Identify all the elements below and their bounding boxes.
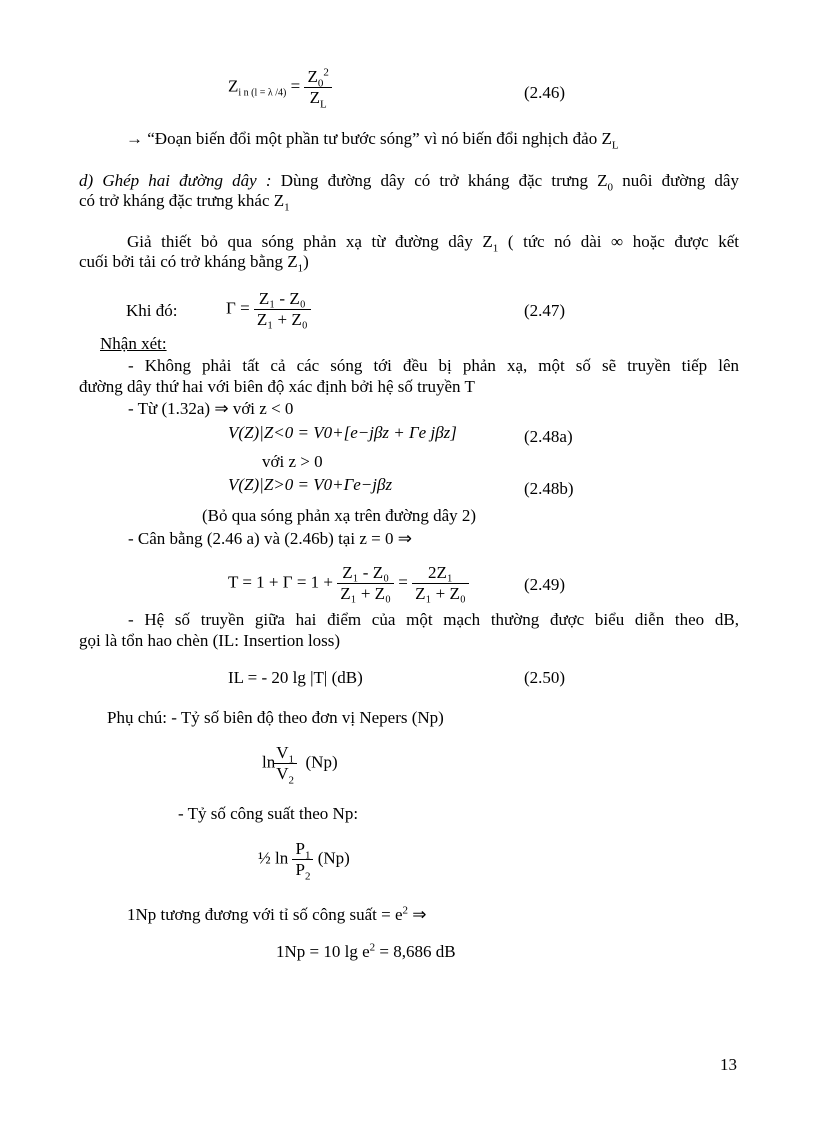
sub: 1 <box>297 262 304 275</box>
eq-sub: i n (l = λ /4) <box>238 87 287 99</box>
gain-line1: - Hệ số truyền giữa hai điểm của một mạch thường được biểu diễn theo dB, <box>128 610 739 629</box>
lhs: Γ = <box>226 298 250 318</box>
numerator: Z₁ - Z₀ <box>254 290 311 310</box>
np-value <box>276 943 456 960</box>
eq-sign: = <box>290 76 301 96</box>
ln: ln <box>262 752 276 772</box>
denominator: V <box>276 763 289 783</box>
section-d-line2 <box>79 191 290 214</box>
unit: (Np) <box>317 848 350 868</box>
denominator: Z₁ + Z₀ <box>256 309 308 329</box>
power-ratio-label: - Tỷ số công suất theo Np: <box>178 804 359 823</box>
text: Dùng đường dây có trở kháng đặc trưng Z <box>271 171 608 190</box>
text: nuôi đường dây <box>613 171 739 190</box>
quarter-wave-note <box>126 129 619 152</box>
sub: 1 <box>288 753 295 766</box>
numerator: Z <box>307 67 318 86</box>
lhs: T = 1 + Γ = 1 + <box>228 572 334 592</box>
section-title: d) Ghép hai đường dây : <box>79 171 272 190</box>
text: 1Np tương đương với tỉ số công suất = e <box>127 905 403 924</box>
denominator: Z₁ + Z₀ <box>415 583 466 603</box>
eq-number-2-50: (2.50) <box>524 668 566 687</box>
gain-line2: gọi là tổn hao chèn (IL: Insertion loss) <box>79 631 341 650</box>
sub: 2 <box>304 870 311 883</box>
equation-2-46 <box>228 66 332 111</box>
sub: 0 <box>607 181 614 194</box>
eq-number-2-48b: (2.48b) <box>524 479 574 498</box>
eq-sign: = <box>398 572 408 592</box>
sub: 2 <box>288 774 295 787</box>
text: ⇒ <box>408 905 427 924</box>
fraction <box>304 66 331 111</box>
remark-bullet-1: - Không phải tất cả các sóng tới đều bị phản xạ, một số sẽ truyền tiếp lên <box>128 356 739 375</box>
equation-2-47 <box>226 290 311 329</box>
num-sup: 2 <box>323 66 329 79</box>
unit: (Np) <box>305 752 338 772</box>
text: = 8,686 dB <box>375 942 456 961</box>
khi-do-label: Khi đó: <box>126 301 178 320</box>
text: ) <box>303 252 309 271</box>
numerator: Z₁ - Z₀ <box>337 564 394 584</box>
remark-bullet-3: - Cân bằng (2.46 a) và (2.46b) tại z = 0 ⇒ <box>128 529 412 548</box>
section-d-line1 <box>79 171 739 194</box>
ignore-note: (Bỏ qua sóng phản xạ trên đường dây 2) <box>202 506 477 525</box>
amplitude-ratio <box>262 743 338 787</box>
note-lead: Phụ chú: - Tỷ số biên độ theo đơn vị Nepers (Np) <box>107 708 444 727</box>
text: ( tức nó dài ∞ hoặc được kết <box>498 232 739 251</box>
sub: 1 <box>284 201 290 214</box>
equation-2-48b: V(Z)|Z>0 = V0+Γe−jβz <box>228 475 393 494</box>
np-equivalence <box>127 906 427 923</box>
text: cuối bởi tải có trở kháng bằng Z <box>79 252 298 271</box>
numerator: P <box>295 839 305 858</box>
den-sub: L <box>319 98 327 111</box>
power-ratio <box>258 839 350 883</box>
eq-number-2-48a: (2.48a) <box>524 427 573 446</box>
eq-number-2-49: (2.49) <box>524 575 566 594</box>
page-number: 13 <box>720 1055 737 1074</box>
equation-2-49 <box>228 564 469 603</box>
remark-bullet-1-cont: đường dây thứ hai với biên độ xác định bởi hệ số truyền T <box>79 377 475 396</box>
remark-title: Nhận xét: <box>100 334 167 353</box>
sub: 1 <box>492 242 499 255</box>
sub: L <box>611 139 619 152</box>
sup: 2 <box>402 904 408 917</box>
equation-2-48a: V(Z)|Z<0 = V0+[e−jβz + Γe jβz] <box>228 423 457 442</box>
remark-bullet-2: - Từ (1.32a) ⇒ với z < 0 <box>128 399 294 418</box>
assume-line2 <box>79 252 309 275</box>
eq-number-2-47: (2.47) <box>524 301 566 320</box>
sup: 2 <box>369 941 376 954</box>
equation-2-50: IL = - 20 lg |T| (dB) <box>228 668 363 687</box>
text: 1Np = 10 lg e <box>276 942 370 961</box>
numerator: V <box>276 743 289 762</box>
z-positive: với z > 0 <box>262 452 323 471</box>
eq-label: Z <box>228 76 239 96</box>
half-ln: ½ ln <box>258 848 289 868</box>
num-sub: 0 <box>317 77 324 90</box>
text: → “Đoạn biến đổi một phần tư bước sóng” vì nó biến đổi nghịch đảo Z <box>126 129 612 148</box>
assume-line1 <box>127 232 739 255</box>
text: có trở kháng đặc trưng khác Z <box>79 191 285 210</box>
eq-number-2-46: (2.46) <box>524 83 566 102</box>
numerator: 2Z₁ <box>412 564 469 584</box>
sub: 1 <box>304 849 311 862</box>
denominator: P <box>295 859 305 879</box>
denominator: Z <box>309 87 320 107</box>
denominator: Z₁ + Z₀ <box>340 583 391 603</box>
text: Giả thiết bỏ qua sóng phản xạ từ đường dây Z <box>127 232 493 251</box>
